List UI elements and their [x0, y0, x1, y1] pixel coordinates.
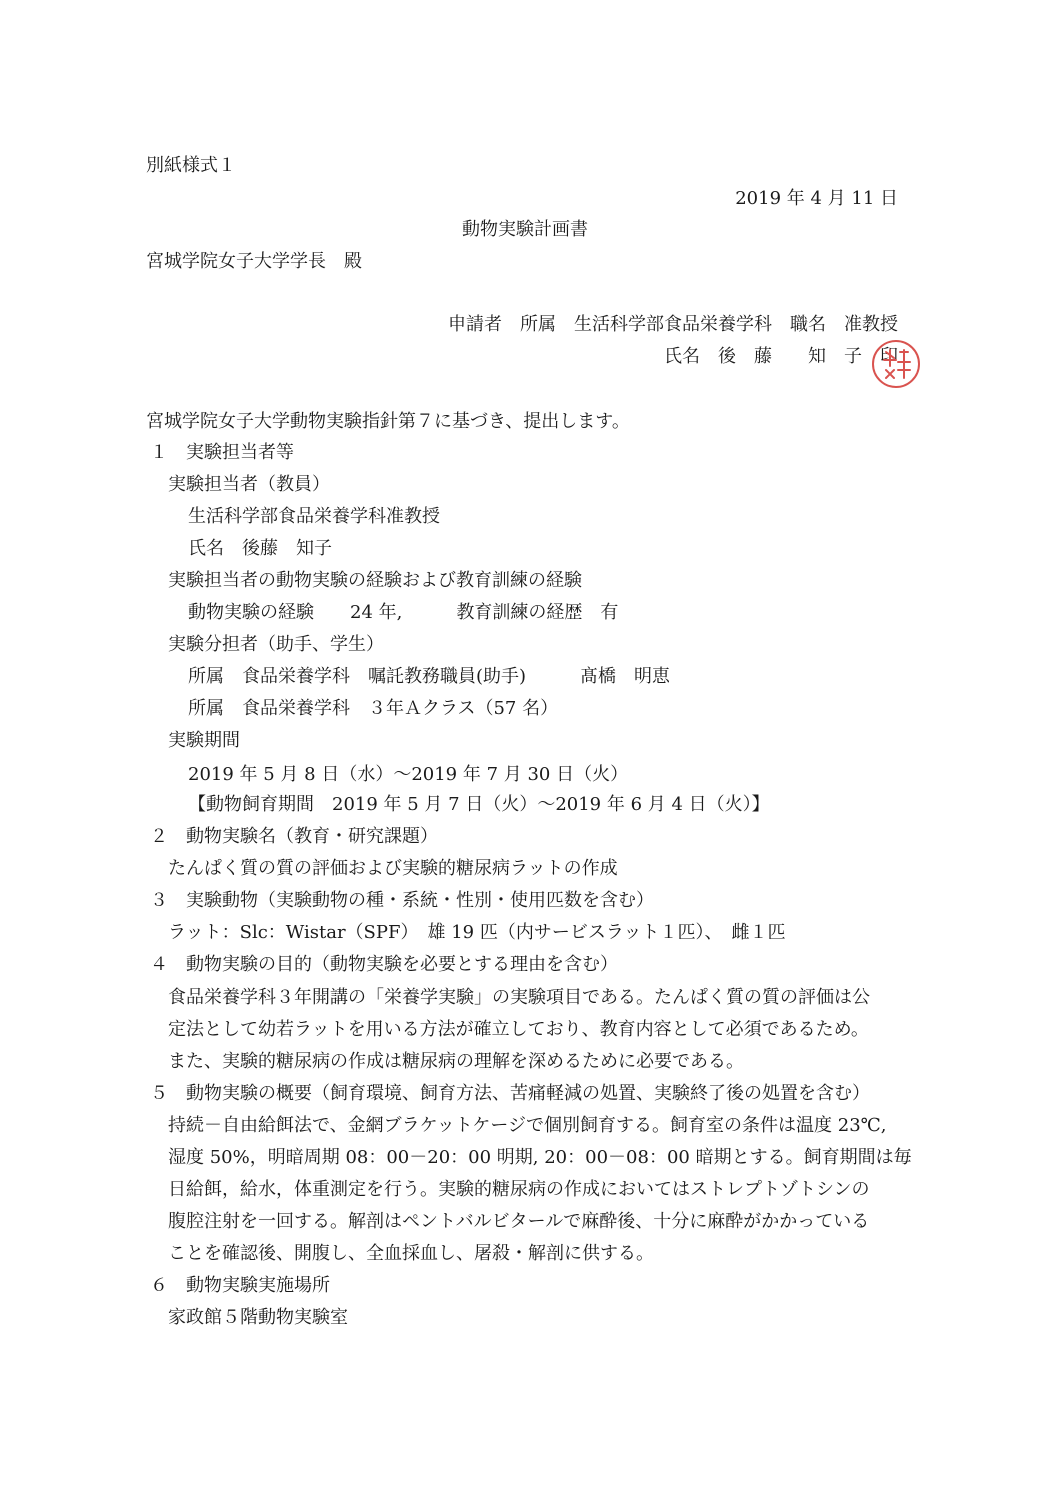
section-1-line: 生活科学部食品栄養学科准教授 — [188, 506, 440, 527]
applicant-name: 氏名 後 藤 知 子 印 — [664, 346, 898, 367]
section-5-line: 持続－自由給餌法で、金網ブラケットケージで個別飼育する。飼育室の条件は温度 23℃, — [168, 1115, 887, 1136]
section-3-heading: ３ 実験動物（実験動物の種・系統・性別・使用匹数を含む） — [150, 890, 654, 911]
section-1-line: 実験担当者（教員） — [168, 474, 330, 495]
section-1-line: 【動物飼育期間 2019 年 5 月 7 日（火）～2019 年 6 月 4 日（火）】 — [188, 794, 770, 815]
section-1-line: 所属 食品栄養学科 ３年Ａクラス（57 名） — [188, 698, 559, 719]
section-1-heading: １ 実験担当者等 — [150, 442, 294, 463]
section-1-line: 実験期間 — [168, 730, 240, 751]
section-4-line: 定法として幼若ラットを用いる方法が確立しており、教育内容として必須であるため。 — [168, 1019, 869, 1040]
applicant-affiliation: 申請者 所属 生活科学部食品栄養学科 職名 准教授 — [448, 314, 898, 335]
section-5-line: 腹腔注射を一回する。解剖はペントバルビタールで麻酔後、十分に麻酔がかかっている — [168, 1211, 870, 1232]
section-1-line: 実験分担者（助手、学生） — [168, 634, 384, 655]
section-6-line: 家政館５階動物実験室 — [168, 1307, 348, 1328]
document-date: 2019 年 4 月 11 日 — [735, 188, 898, 209]
seal-stamp-icon — [870, 338, 922, 390]
section-1-line: 所属 食品栄養学科 嘱託教務職員(助手) 髙橋 明恵 — [188, 666, 671, 687]
form-label: 別紙様式１ — [146, 155, 236, 176]
document-title: 動物実験計画書 — [462, 219, 588, 240]
section-2-line: たんぱく質の質の評価および実験的糖尿病ラットの作成 — [168, 858, 618, 879]
section-1-line: 氏名 後藤 知子 — [188, 538, 332, 559]
addressee: 宮城学院女子大学学長 殿 — [146, 251, 362, 272]
section-1-line: 実験担当者の動物実験の経験および教育訓練の経験 — [168, 570, 582, 591]
section-3-line: ラット：Slc：Wistar（SPF） 雄 19 匹（内サービスラット１匹）、 雌１匹 — [168, 922, 786, 943]
section-4-heading: ４ 動物実験の目的（動物実験を必要とする理由を含む） — [150, 954, 618, 975]
section-5-heading: ５ 動物実験の概要（飼育環境、飼育方法、苦痛軽減の処置、実験終了後の処置を含む） — [150, 1083, 870, 1104]
section-2-heading: ２ 動物実験名（教育・研究課題） — [150, 826, 438, 847]
section-1-line: 動物実験の経験 24 年, 教育訓練の経歴 有 — [188, 602, 619, 623]
intro-text: 宮城学院女子大学動物実験指針第７に基づき、提出します。 — [146, 411, 630, 432]
section-1-line: 2019 年 5 月 8 日（水）～2019 年 7 月 30 日（火） — [188, 764, 629, 785]
section-5-line: 湿度 50%，明暗周期 08：00－20：00 明期, 20：00－08：00 暗期とする。飼育期間は毎 — [168, 1147, 912, 1168]
section-6-heading: ６ 動物実験実施場所 — [150, 1275, 330, 1296]
section-5-line: ことを確認後、開腹し、全血採血し、屠殺・解剖に供する。 — [168, 1243, 654, 1264]
section-4-line: 食品栄養学科３年開講の「栄養学実験」の実験項目である。たんぱく質の質の評価は公 — [168, 987, 870, 1008]
section-5-line: 日給餌，給水，体重測定を行う。実験的糖尿病の作成においてはストレプトゾトシンの — [168, 1179, 870, 1200]
section-4-line: また、実験的糖尿病の作成は糖尿病の理解を深めるために必要である。 — [168, 1051, 744, 1072]
